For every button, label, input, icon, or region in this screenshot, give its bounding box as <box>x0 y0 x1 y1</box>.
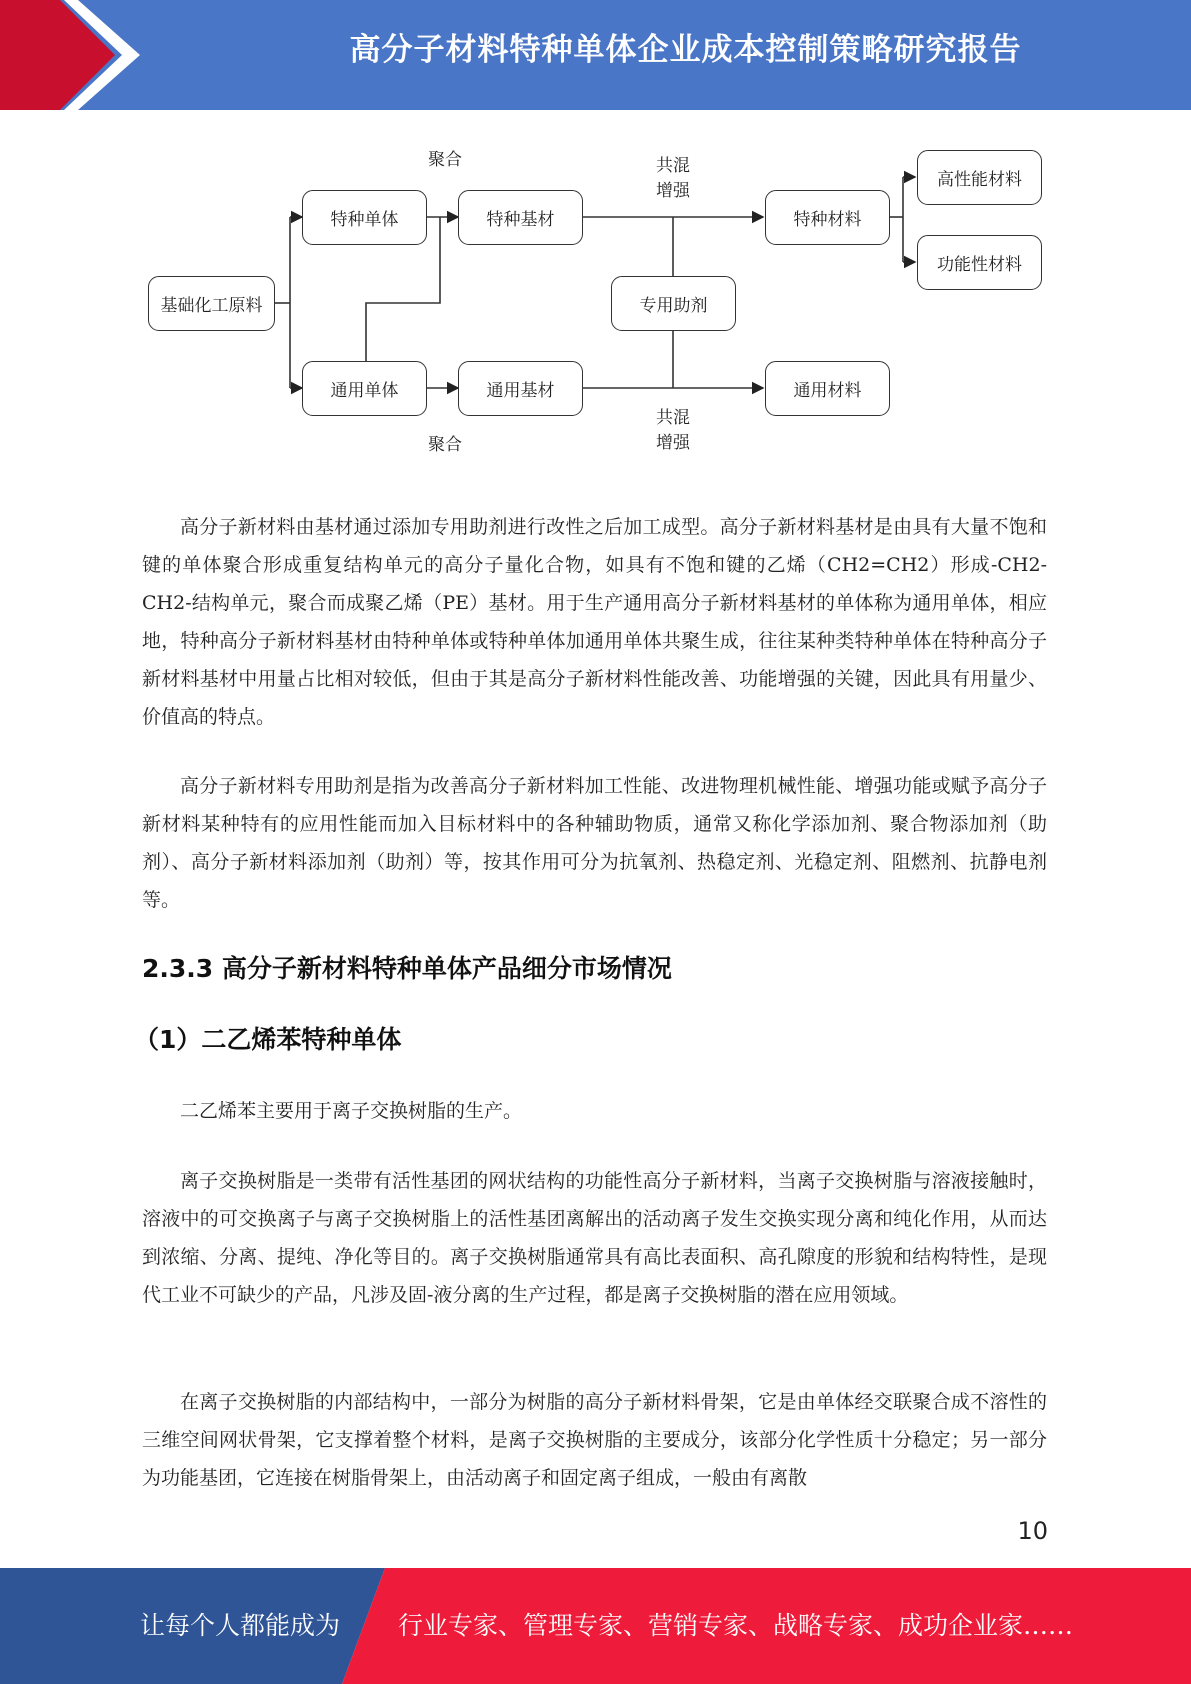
page-number: 10 <box>1017 1517 1048 1545</box>
paragraph-5-block <box>142 1383 1047 1497</box>
sub-heading: （1）二乙烯苯特种单体 <box>134 1025 402 1054</box>
node-general-base: 通用基材 <box>458 361 583 416</box>
node-functional-material: 功能性材料 <box>917 235 1042 290</box>
header-chevron-decoration <box>0 0 150 110</box>
paragraph-2: 高分子新材料专用助剂是指为改善高分子新材料加工性能、改进物理机械性能、增强功能或赋予高分子新材料某种特有的应用性能而加入目标材料中的各种辅助物质，通常又称化学添加剂、聚合物添加剂（助剂）、高分子新材料添加剂（助剂）等，按其作用可分为抗氧剂、热稳定剂、光稳定剂、阻燃剂、抗静电剂等。 <box>142 775 1047 911</box>
label-blend-top-line2: 增强 <box>656 181 690 201</box>
report-title: 高分子材料特种单体企业成本控制策略研究报告 <box>349 32 1022 68</box>
label-polymerize-top: 聚合 <box>428 150 462 170</box>
label-polymerize-bottom: 聚合 <box>428 435 462 455</box>
paragraph-2-block <box>142 767 1047 919</box>
node-general-material: 通用材料 <box>765 361 890 416</box>
paragraph-1: 高分子新材料由基材通过添加专用助剂进行改性之后加工成型。高分子新材料基材是由具有大量不饱和键的单体聚合形成重复结构单元的高分子量化合物，如具有不饱和键的乙烯（CH2=CH2）形成-CH2-CH2-结构单元，聚合而成聚乙烯（PE）基材。用于生产通用高分子新材料基材的单体称为通用单体，相应地，特种高分子新材料基材由特种单体或特种单体加通用单体共聚生成，往往某种类特种单体在特种高分子新材料基材中用量占比相对较低，但由于其是高分子新材料性能改善、功能增强的关键，因此具有用量少、价值高的特点。 <box>142 516 1047 728</box>
node-high-performance-material: 高性能材料 <box>917 150 1042 205</box>
material-flow-diagram <box>140 140 1060 470</box>
label-blend-bottom <box>648 406 698 456</box>
label-blend-bottom-line1: 共混 <box>656 408 690 428</box>
page-footer <box>0 1568 1191 1684</box>
paragraph-1-block <box>142 508 1047 736</box>
node-special-material: 特种材料 <box>765 190 890 245</box>
paragraph-5: 在离子交换树脂的内部结构中，一部分为树脂的高分子新材料骨架，它是由单体经交联聚合成不溶性的三维空间网状骨架，它支撑着整个材料，是离子交换树脂的主要成分，该部分化学性质十分稳定；另一部分为功能基团，它连接在树脂骨架上，由活动离子和固定离子组成，一般由有离散 <box>142 1391 1047 1489</box>
label-blend-top <box>648 154 698 204</box>
page-header <box>0 0 1191 110</box>
node-general-monomer: 通用单体 <box>302 361 427 416</box>
paragraph-4-block <box>142 1162 1047 1314</box>
paragraph-3: 二乙烯苯主要用于离子交换树脂的生产。 <box>180 1100 523 1122</box>
node-special-additive: 专用助剂 <box>611 276 736 331</box>
node-special-monomer: 特种单体 <box>302 190 427 245</box>
footer-slogan-right: 行业专家、管理专家、营销专家、战略专家、成功企业家…… <box>398 1611 1074 1640</box>
paragraph-4: 离子交换树脂是一类带有活性基团的网状结构的功能性高分子新材料，当离子交换树脂与溶液接触时，溶液中的可交换离子与离子交换树脂上的活性基团离解出的活动离子发生交换实现分离和纯化作用，从而达到浓缩、分离、提纯、净化等目的。离子交换树脂通常具有高比表面积、高孔隙度的形貌和结构特性，是现代工业不可缺少的产品，凡涉及固-液分离的生产过程，都是离子交换树脂的潜在应用领域。 <box>142 1170 1047 1306</box>
label-blend-bottom-line2: 增强 <box>656 433 690 453</box>
node-basic-chemical-raw: 基础化工原料 <box>148 276 275 331</box>
section-heading: 2.3.3 高分子新材料特种单体产品细分市场情况 <box>142 954 672 983</box>
paragraph-3-block <box>142 1092 1047 1130</box>
label-blend-top-line1: 共混 <box>656 156 690 176</box>
footer-slogan-left: 让每个人都能成为 <box>140 1611 341 1640</box>
node-special-base: 特种基材 <box>458 190 583 245</box>
